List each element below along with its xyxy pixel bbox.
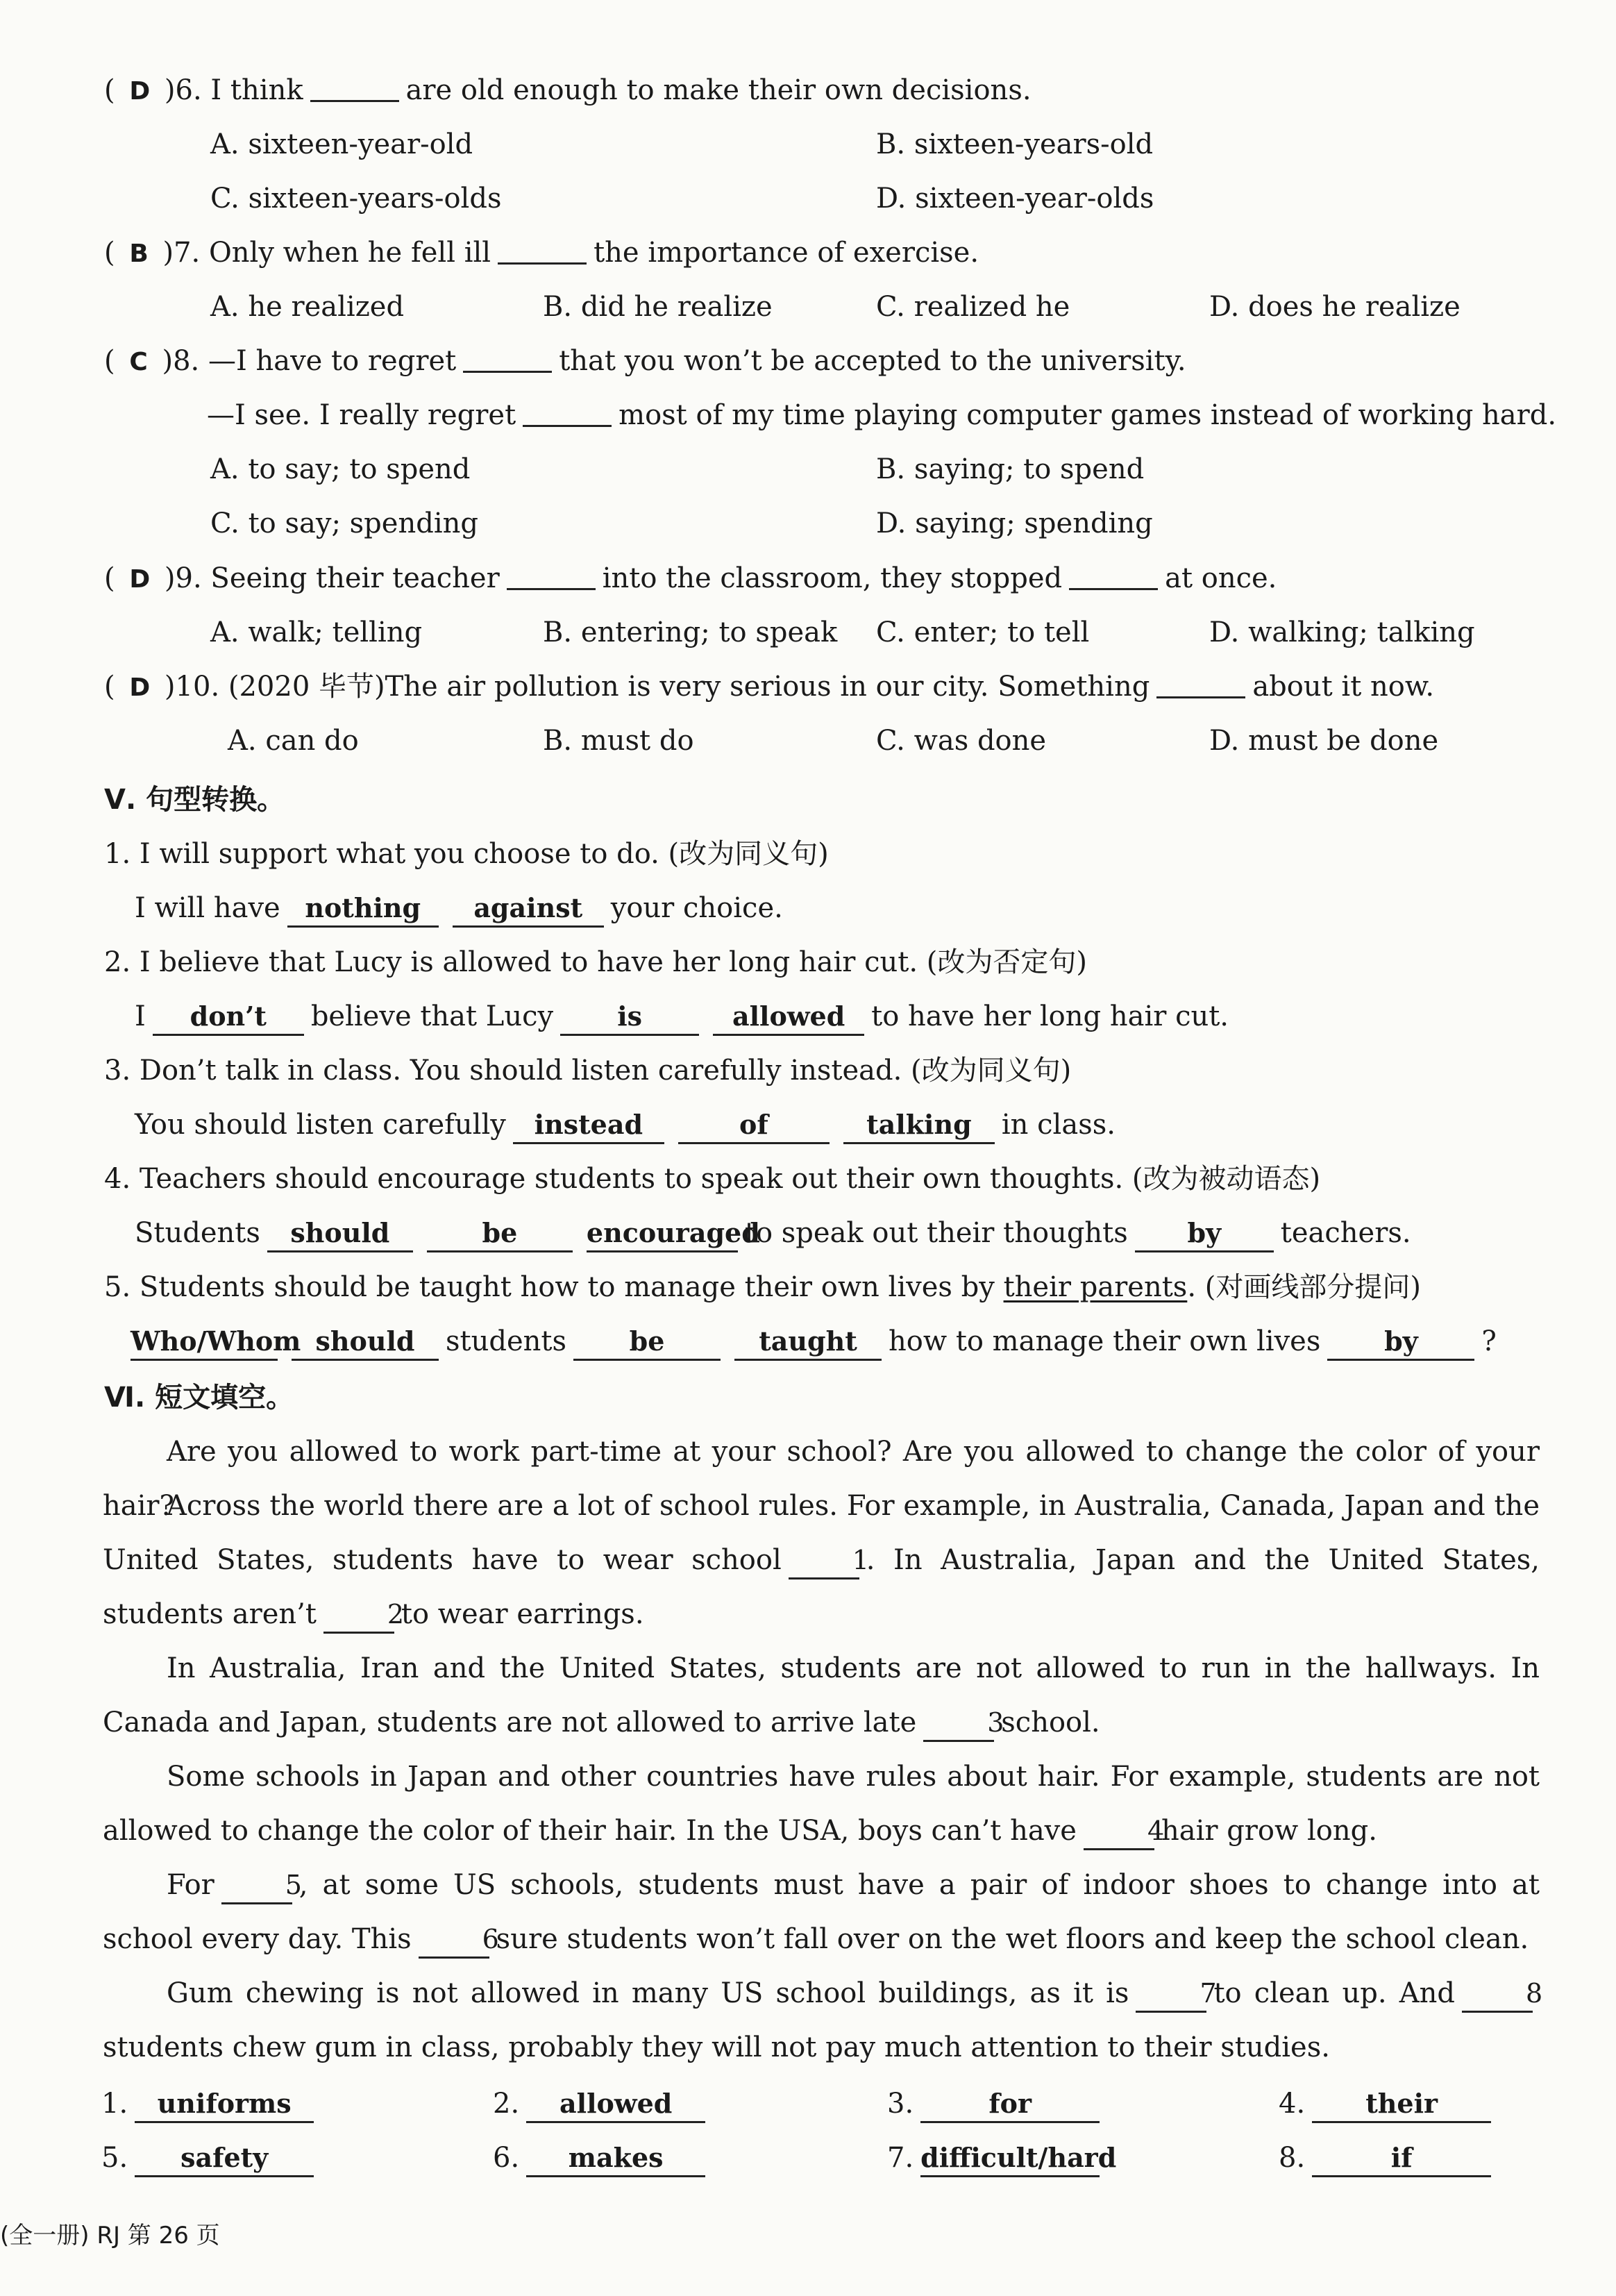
- transform-2-question: 2. I believe that Lucy is allowed to have her long hair cut. (改为否定句): [104, 946, 1088, 978]
- answer-key-4: [1279, 2083, 1498, 2125]
- fill-answer: nothing: [287, 891, 439, 928]
- paren-open: (: [104, 562, 124, 594]
- option-b: B. entering; to speak: [543, 617, 838, 648]
- answer-value: allowed: [526, 2086, 705, 2123]
- transform-3-question: 3. Don’t talk in class. You should listen carefully instead. (改为同义句): [104, 1055, 1072, 1087]
- option-b: B. sixteen-years-old: [876, 128, 1154, 160]
- fill-answer: is: [560, 999, 699, 1036]
- answer-number: 6.: [493, 2142, 520, 2174]
- answer-number: 4.: [1279, 2088, 1306, 2120]
- text: Gum chewing is not allowed in many US school buildings, as it is: [167, 1977, 1129, 2009]
- answer-value: their: [1312, 2086, 1491, 2123]
- question-8-line2: [207, 394, 1556, 436]
- fill-answer: allowed: [713, 999, 864, 1036]
- answer-key-7: [887, 2137, 1117, 2179]
- option-d: D. walking; talking: [1209, 617, 1475, 648]
- answer-8: C: [129, 348, 148, 376]
- option-d: D. does he realize: [1209, 291, 1461, 323]
- option-d: D. saying; spending: [876, 508, 1153, 539]
- answer-number: 2.: [493, 2088, 520, 2120]
- fill-answer: by: [1327, 1324, 1474, 1361]
- blank-number: 6: [419, 1922, 489, 1959]
- blank: [1069, 560, 1158, 590]
- paren-open: (: [104, 345, 124, 377]
- text: to wear earrings.: [401, 1598, 644, 1630]
- question-9: [104, 558, 1277, 601]
- option-b: B. did he realize: [543, 291, 773, 323]
- fill-answer: talking: [843, 1107, 995, 1144]
- text: school.: [1001, 1707, 1100, 1738]
- text: I will have: [135, 892, 280, 924]
- passage-paragraph-3: [103, 1641, 1540, 1750]
- text: 5. Students should be taught how to manage their own lives by: [104, 1271, 995, 1303]
- fill-answer: of: [678, 1107, 830, 1144]
- question-6-rest: are old enough to make their own decisions.: [405, 74, 1032, 106]
- paren-open: (: [104, 671, 124, 703]
- text: how to manage their own lives: [889, 1325, 1321, 1357]
- question-6: [104, 69, 1032, 112]
- section-5-title: Ⅴ. 句型转换。: [104, 784, 285, 816]
- answer-number: 3.: [887, 2088, 914, 2120]
- option-c: C. to say; spending: [210, 508, 478, 539]
- text: students: [446, 1325, 567, 1357]
- fill-answer: be: [573, 1324, 721, 1361]
- text: In Australia, Iran and the United States, students are not allowed to run in the hallways. In Canada and Japan, students are not allowed to arrive late: [103, 1652, 1540, 1738]
- text: You should listen carefully: [135, 1109, 506, 1141]
- answer-number: 7.: [887, 2142, 914, 2174]
- blank-number: 2: [323, 1597, 394, 1634]
- fill-answer: encouraged: [587, 1216, 738, 1252]
- text: to clean up. And: [1213, 1977, 1456, 2009]
- answer-value: if: [1312, 2140, 1491, 2177]
- question-9-rest: at once.: [1165, 562, 1277, 594]
- answer-key-8: [1279, 2137, 1498, 2179]
- answer-value: difficult/hard: [920, 2140, 1100, 2177]
- answer-9: D: [129, 565, 151, 594]
- text: I: [135, 1000, 146, 1032]
- answer-key-6: [493, 2137, 712, 2179]
- text: ?: [1481, 1325, 1497, 1357]
- text: believe that Lucy: [310, 1000, 554, 1032]
- text: Students: [135, 1217, 260, 1249]
- transform-4-answer: [135, 1212, 1411, 1254]
- option-b: B. must do: [543, 725, 694, 757]
- paren-open: (: [104, 74, 124, 106]
- transform-1-question: 1. I will support what you choose to do. (改为同义句): [104, 838, 829, 870]
- option-b: B. saying; to spend: [876, 453, 1145, 485]
- text: sure students won’t fall over on the wet floors and keep the school clean.: [496, 1923, 1529, 1955]
- option-c: C. was done: [876, 725, 1047, 757]
- answer-key-1: [101, 2083, 321, 2125]
- option-c: C. realized he: [876, 291, 1070, 323]
- passage-paragraph-6: [103, 1966, 1543, 2075]
- option-d: D. must be done: [1209, 725, 1439, 757]
- answer-key-5: [101, 2137, 321, 2179]
- transform-5-question: [104, 1266, 1421, 1308]
- text: Across the world there are a lot of school rules. For example, in Australia, Canada, Japan and the United States, students have to wear school: [103, 1490, 1540, 1576]
- answer-key-2: [493, 2083, 712, 2125]
- fill-answer: by: [1135, 1216, 1274, 1252]
- option-c: C. enter; to tell: [876, 617, 1090, 648]
- question-7-rest: the importance of exercise.: [594, 237, 979, 269]
- blank-number: 7: [1136, 1976, 1206, 2013]
- question-6-stem: )6. I think: [155, 74, 303, 106]
- passage-paragraph-2: [103, 1479, 1540, 1641]
- transform-2-answer: [135, 996, 1229, 1037]
- fill-answer: should: [267, 1216, 413, 1252]
- question-8-rest: that you won’t be accepted to the university.: [559, 345, 1186, 377]
- text: to speak out their thoughts: [744, 1217, 1128, 1249]
- transform-1-answer: [135, 887, 783, 929]
- page-footer: (全一册) RJ 第 26 页: [0, 2222, 220, 2249]
- answer-10: D: [129, 673, 151, 702]
- answer-value: for: [920, 2086, 1100, 2123]
- text: For: [167, 1869, 214, 1901]
- question-8: [104, 340, 1186, 383]
- text: your choice.: [610, 892, 783, 924]
- text: in class.: [1001, 1109, 1116, 1141]
- answer-value: uniforms: [135, 2086, 314, 2123]
- fill-answer: instead: [513, 1107, 664, 1144]
- text: . (对画线部分提问): [1187, 1271, 1421, 1303]
- text: , at some US schools, students must have a pair of indoor shoes to change into at school every day. This: [103, 1869, 1540, 1955]
- blank: [463, 343, 552, 373]
- question-9-stem: )9. Seeing their teacher: [155, 562, 500, 594]
- blank: [523, 397, 612, 427]
- fill-answer: taught: [734, 1324, 882, 1361]
- option-d: D. sixteen-year-olds: [876, 183, 1154, 215]
- answer-value: safety: [135, 2140, 314, 2177]
- answer-number: 1.: [101, 2088, 128, 2120]
- blank-number: 4: [1084, 1813, 1154, 1850]
- passage-paragraph-4: [103, 1750, 1540, 1858]
- blank-number: 3: [923, 1705, 994, 1742]
- option-a: A. sixteen-year-old: [210, 128, 473, 160]
- blank: [507, 560, 596, 590]
- text: hair grow long.: [1161, 1815, 1377, 1847]
- text: to have her long hair cut.: [871, 1000, 1229, 1032]
- option-a: A. he realized: [210, 291, 405, 323]
- answer-number: 8.: [1279, 2142, 1306, 2174]
- text: Some schools in Japan and other countries have rules about hair. For example, students are not allowed to change the color of their hair. In the USA, boys can’t have: [103, 1761, 1540, 1847]
- text: students chew gum in class, probably they will not pay much attention to their studies.: [103, 2031, 1330, 2063]
- fill-answer: against: [453, 891, 604, 928]
- blank-number: 8: [1462, 1976, 1533, 2013]
- option-a: A. can do: [228, 725, 359, 757]
- fill-answer: should: [292, 1324, 439, 1361]
- answer-key-3: [887, 2083, 1106, 2125]
- blank: [1156, 669, 1245, 698]
- answer-value: makes: [526, 2140, 705, 2177]
- question-10: [104, 666, 1434, 709]
- blank-number: 1: [789, 1543, 859, 1579]
- text: teachers.: [1280, 1217, 1411, 1249]
- fill-answer: be: [427, 1216, 573, 1252]
- option-c: C. sixteen-years-olds: [210, 183, 502, 215]
- question-10-rest: about it now.: [1252, 671, 1435, 703]
- text: . In Australia, Japan and the United States, students aren’t: [103, 1544, 1540, 1630]
- transform-4-question: 4. Teachers should encourage students to speak out their own thoughts. (改为被动语态): [104, 1163, 1321, 1195]
- answer-6: D: [129, 77, 151, 106]
- section-6-title: Ⅵ. 短文填空。: [104, 1382, 294, 1414]
- blank: [310, 72, 399, 102]
- question-8-line2-rest: most of my time playing computer games instead of working hard.: [618, 399, 1557, 431]
- blank-number: 5: [221, 1868, 292, 1904]
- transform-3-answer: [135, 1104, 1116, 1146]
- question-8-line2-stem: —I see. I really regret: [207, 399, 516, 431]
- paren-open: (: [104, 237, 124, 269]
- transform-5-answer: [131, 1321, 1497, 1362]
- answer-7: B: [129, 240, 149, 268]
- option-a: A. to say; to spend: [210, 453, 471, 485]
- fill-answer: Who/Whom: [131, 1324, 278, 1361]
- question-8-stem: )8. —I have to regret: [153, 345, 457, 377]
- question-7-stem: )7. Only when he fell ill: [153, 237, 491, 269]
- passage-paragraph-5: [103, 1858, 1540, 1966]
- question-9-mid: into the classroom, they stopped: [602, 562, 1063, 594]
- question-10-stem: )10. (2020 毕节)The air pollution is very serious in our city. Something: [155, 671, 1150, 703]
- question-7: [104, 232, 979, 275]
- underlined-phrase: their parents: [1003, 1271, 1188, 1303]
- answer-number: 5.: [101, 2142, 128, 2174]
- fill-answer: don’t: [153, 999, 304, 1036]
- option-a: A. walk; telling: [210, 617, 423, 648]
- text: Are you allowed to work part-time at your school? Are you allowed to change the color of your hair?: [103, 1436, 1540, 1522]
- blank: [498, 235, 587, 265]
